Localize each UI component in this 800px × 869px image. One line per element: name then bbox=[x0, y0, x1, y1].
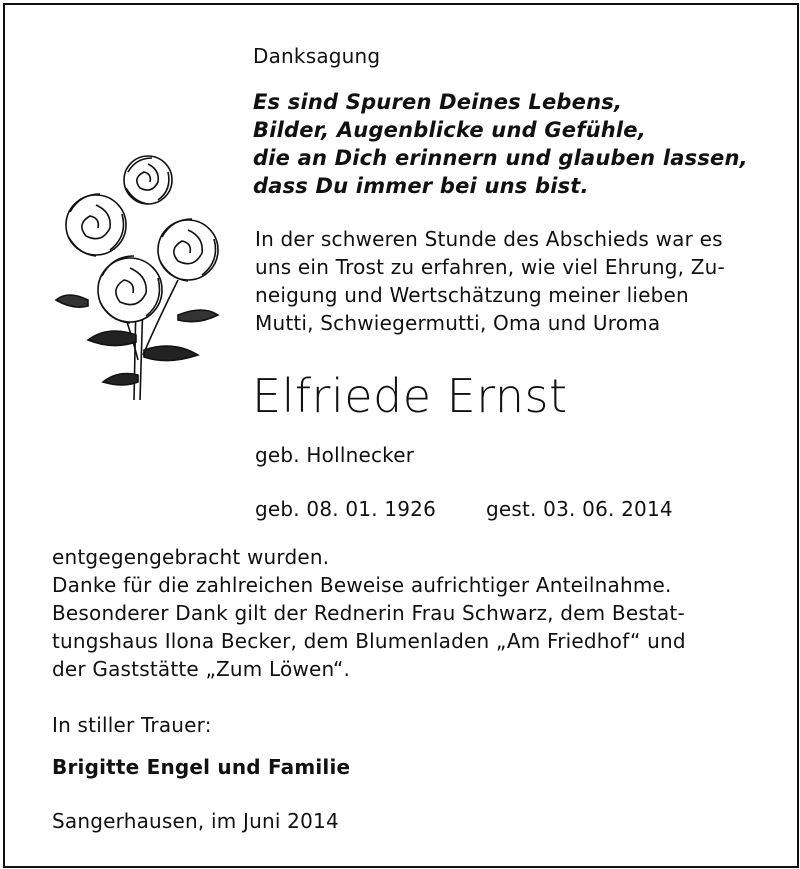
body-line-3: Besonderer Dank gilt der Rednerin Frau Schwarz, dem Bestat- bbox=[52, 601, 685, 625]
intro-line-2: uns ein Trost zu erfahren, wie viel Ehrung, Zu- bbox=[255, 255, 725, 279]
poem-line-3: die an Dich erinnern und glauben lassen, bbox=[253, 146, 748, 170]
intro-line-4: Mutti, Schwiegermutti, Oma und Uroma bbox=[255, 311, 661, 335]
body-line-1: entgegengebracht wurden. bbox=[52, 545, 330, 569]
body-line-5: der Gaststätte „Zum Löwen“. bbox=[52, 657, 351, 681]
signature: Brigitte Engel und Familie bbox=[52, 755, 351, 779]
roses-icon bbox=[48, 150, 228, 400]
body-line-2: Danke für die zahlreichen Beweise aufrichtiger Anteilnahme. bbox=[52, 573, 672, 597]
death-date: gest. 03. 06. 2014 bbox=[486, 497, 673, 521]
poem-line-4: dass Du immer bei uns bist. bbox=[253, 174, 589, 198]
poem-line-1: Es sind Spuren Deines Lebens, bbox=[253, 90, 623, 114]
body-line-4: tungshaus Ilona Becker, dem Blumenladen „Am Friedhof“ und bbox=[52, 629, 686, 653]
maiden-name: geb. Hollnecker bbox=[255, 443, 415, 467]
birth-date: geb. 08. 01. 1926 bbox=[255, 497, 437, 521]
mourning-label: In stiller Trauer: bbox=[52, 713, 212, 737]
notice-heading: Danksagung bbox=[253, 44, 381, 68]
place-date: Sangerhausen, im Juni 2014 bbox=[52, 809, 339, 833]
poem-line-2: Bilder, Augenblicke und Gefühle, bbox=[253, 118, 646, 142]
intro-line-1: In der schweren Stunde des Abschieds war es bbox=[255, 227, 723, 251]
intro-line-3: neigung und Wertschätzung meiner lieben bbox=[255, 283, 689, 307]
deceased-name: Elfriede Ernst bbox=[252, 369, 568, 423]
